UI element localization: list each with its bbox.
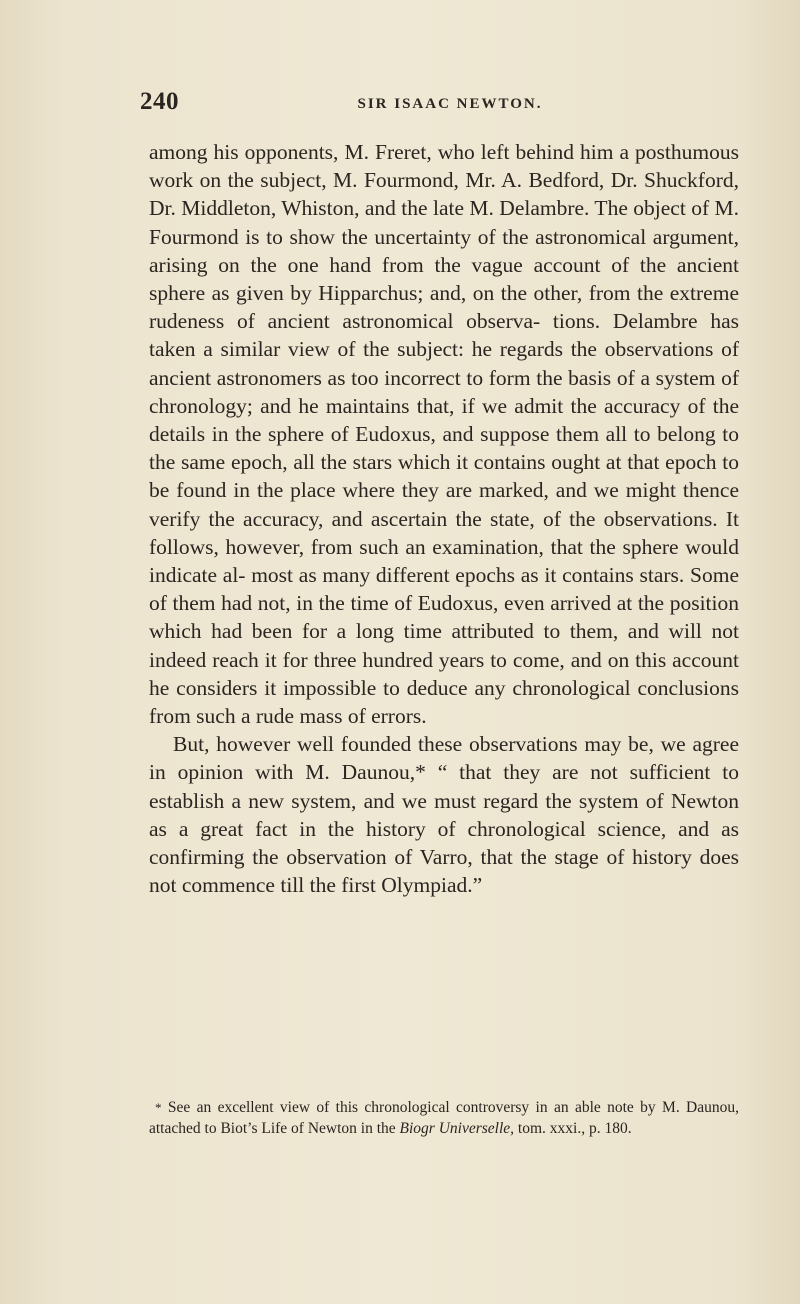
- page-number: 240: [140, 88, 179, 115]
- footnote-marker: *: [155, 1100, 162, 1115]
- paragraph-2: But, however well founded these observations may be, we agree in opinion with M. Daunou,* “ that they are not sufficient to establish a new system, and we must regard the system of Newton as a great fact in the history of chronological science, and as confirming the observation of Varro, that the stage of history does not commence till the first Olympiad.”: [149, 732, 739, 898]
- running-head: [140, 88, 740, 128]
- footnote-italic-ref: Biogr Universelle,: [399, 1120, 515, 1137]
- body-text: [149, 138, 739, 899]
- footnote-body: See an excellent view of this chronological controversy in an able note by M. Daunou, attached to Biot’s Life of Newton in the: [149, 1099, 740, 1137]
- footnote-tail: tom. xxxi., p. 180.: [517, 1120, 632, 1137]
- footnote-text: [149, 1097, 739, 1139]
- paragraph-1: among his opponents, M. Freret, who left behind him a posthumous work on the subject, M. Fourmond, Mr. A. Bedford, Dr. Shuckford, Dr. Middleton, Whiston, and the late M. Delambre. The object of M. Fourmond is to show the uncertainty of the astronomical argument, arising on the one hand from the vague account of the ancient sphere as given by Hipparchus; and, on the other, from the extreme rudeness of ancient astronomical observa- tions. Delambre has taken a similar view of the subject: he regards the observations of ancient astronomers as too incorrect to form the basis of a system of chronology; and he maintains that, if we admit the accuracy of the details in the sphere of Eudoxus, and suppose them all to belong to the same epoch, all the stars which it contains ought at that epoch to be found in the place where they are marked, and we might thence verify the accuracy, and ascertain the state, of the observations. It follows, however, from such an examination, that the sphere would indicate al- most as many different epochs as it contains stars. Some of them had not, in the time of Eudoxus, even arrived at the position which had been for a long time attributed to them, and will not indeed reach it for three hundred years to come, and on this account he considers it impossible to deduce any chronological conclusions from such a rude mass of errors.: [149, 140, 739, 729]
- footnote: [149, 1097, 739, 1139]
- running-title: SIR ISAAC NEWTON.: [357, 96, 543, 112]
